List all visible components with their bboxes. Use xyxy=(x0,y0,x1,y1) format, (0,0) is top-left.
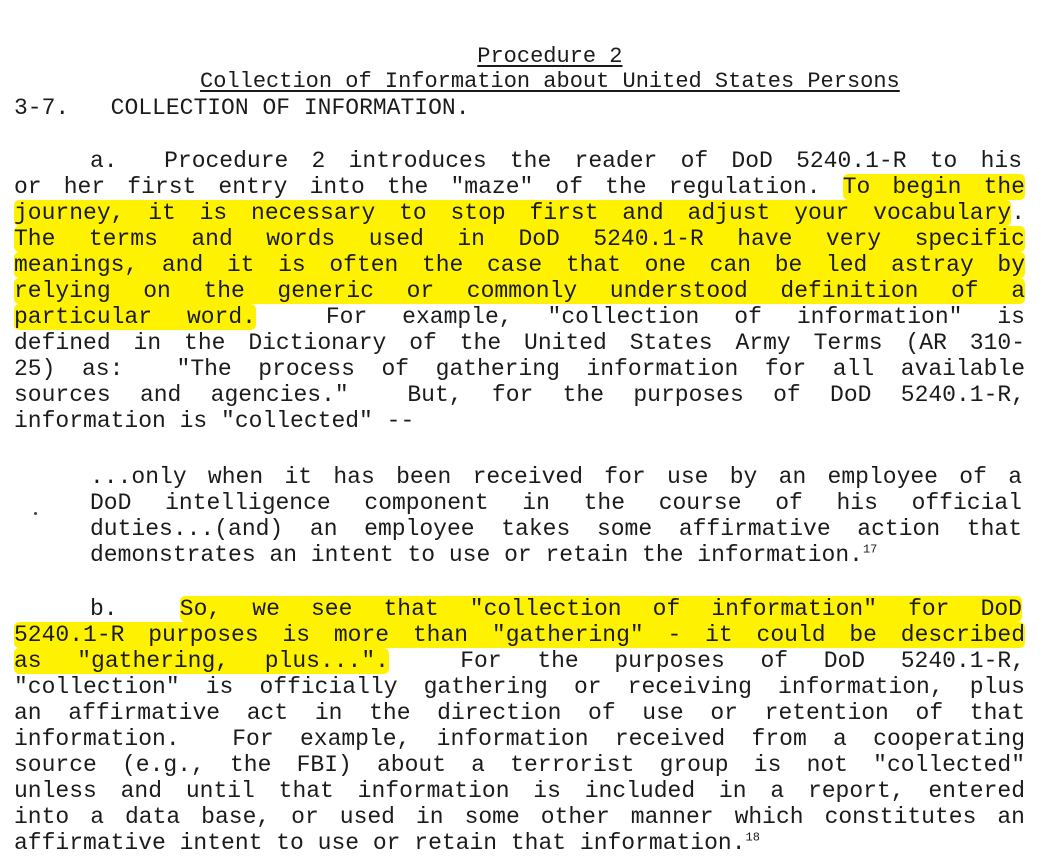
footnote-18: 18 xyxy=(745,830,760,845)
para-b-line-3 xyxy=(14,648,1025,674)
para-a-line-3 xyxy=(14,200,1025,226)
para-b-line-6: information. For example, information received from a cooperating xyxy=(14,726,1025,752)
quote-line-4 xyxy=(90,542,877,568)
procedure-subtitle-text: Collection of Information about United States Persons xyxy=(200,69,900,94)
quote-line-1: ...only when it has been received for use by an employee of a xyxy=(90,464,1022,490)
para-b-line-4: "collection" is officially gathering or receiving information, plus xyxy=(14,674,1025,700)
para-b-line-10 xyxy=(14,830,760,856)
margin-mark xyxy=(34,512,37,515)
highlight-span: journey, it is necessary to stop first and adjust your vocabulary xyxy=(14,200,1012,226)
highlight-span: relying on the generic or commonly understood definition of a xyxy=(14,278,1025,304)
para-a-line-3-plain: . xyxy=(1011,200,1025,226)
section-heading xyxy=(14,95,470,121)
section-title: COLLECTION OF INFORMATION. xyxy=(110,95,470,121)
para-b-line-5: an affirmative act in the direction of use or retention of that xyxy=(14,700,1025,726)
para-a-line-2 xyxy=(14,174,1025,200)
para-a-line-1: a. Procedure 2 introduces the reader of DoD 5240.1-R to his xyxy=(90,148,1022,174)
quote-line-3: duties...(and) an employee takes some affirmative action that xyxy=(90,516,1022,542)
para-a-line-11: information is "collected" -- xyxy=(14,408,415,434)
highlight-span: particular word. xyxy=(14,304,256,330)
para-a-line-7-plain: For example, "collection of information" is xyxy=(255,304,1025,330)
procedure-title-text: Procedure 2 xyxy=(477,44,623,69)
highlight-span: So, we see that "collection of information" for DoD xyxy=(179,596,1022,622)
highlight-span: as "gathering, plus...". xyxy=(14,648,389,674)
para-a-line-9: 25) as: "The process of gathering information for all available xyxy=(14,356,1025,382)
highlight-span: meanings, and it is often the case that one can be led astray by xyxy=(14,252,1025,278)
para-b-line-2 xyxy=(14,622,1025,648)
highlight-span: To begin the xyxy=(842,174,1025,200)
para-a-line-7 xyxy=(14,304,1025,330)
para-a-line-2-plain: or her first entry into the "maze" of the regulation. xyxy=(14,174,843,200)
section-number: 3-7. xyxy=(14,95,70,121)
highlight-span: 5240.1-R purposes is more than "gathering" - it could be described xyxy=(14,622,1025,648)
quote-line-4-text: demonstrates an intent to use or retain the information. xyxy=(90,542,863,568)
para-a-line-6 xyxy=(14,278,1025,304)
para-b-line-3-plain: For the purposes of DoD 5240.1-R, xyxy=(388,648,1025,674)
highlight-span: The terms and words used in DoD 5240.1-R have very specific xyxy=(14,226,1025,252)
para-b-line-10-text: affirmative intent to use or retain that information. xyxy=(14,830,746,856)
para-a-line-10: sources and agencies." But, for the purposes of DoD 5240.1-R, xyxy=(14,382,1025,408)
para-a-line-5 xyxy=(14,252,1025,278)
para-b-label: b. xyxy=(90,596,180,622)
quote-line-2: DoD intelligence component in the course of his official xyxy=(90,490,1022,516)
footnote-17: 17 xyxy=(862,542,878,557)
para-b-line-9: into a data base, or used in some other manner which constitutes an xyxy=(14,804,1025,830)
para-b-line-8: unless and until that information is included in a report, entered xyxy=(14,778,1025,804)
para-a-line-8: defined in the Dictionary of the United States Army Terms (AR 310- xyxy=(14,330,1025,356)
para-b-line-1 xyxy=(90,596,1022,622)
para-a-line-4 xyxy=(14,226,1025,252)
para-b-line-7: source (e.g., the FBI) about a terrorist group is not "collected" xyxy=(14,752,1025,778)
